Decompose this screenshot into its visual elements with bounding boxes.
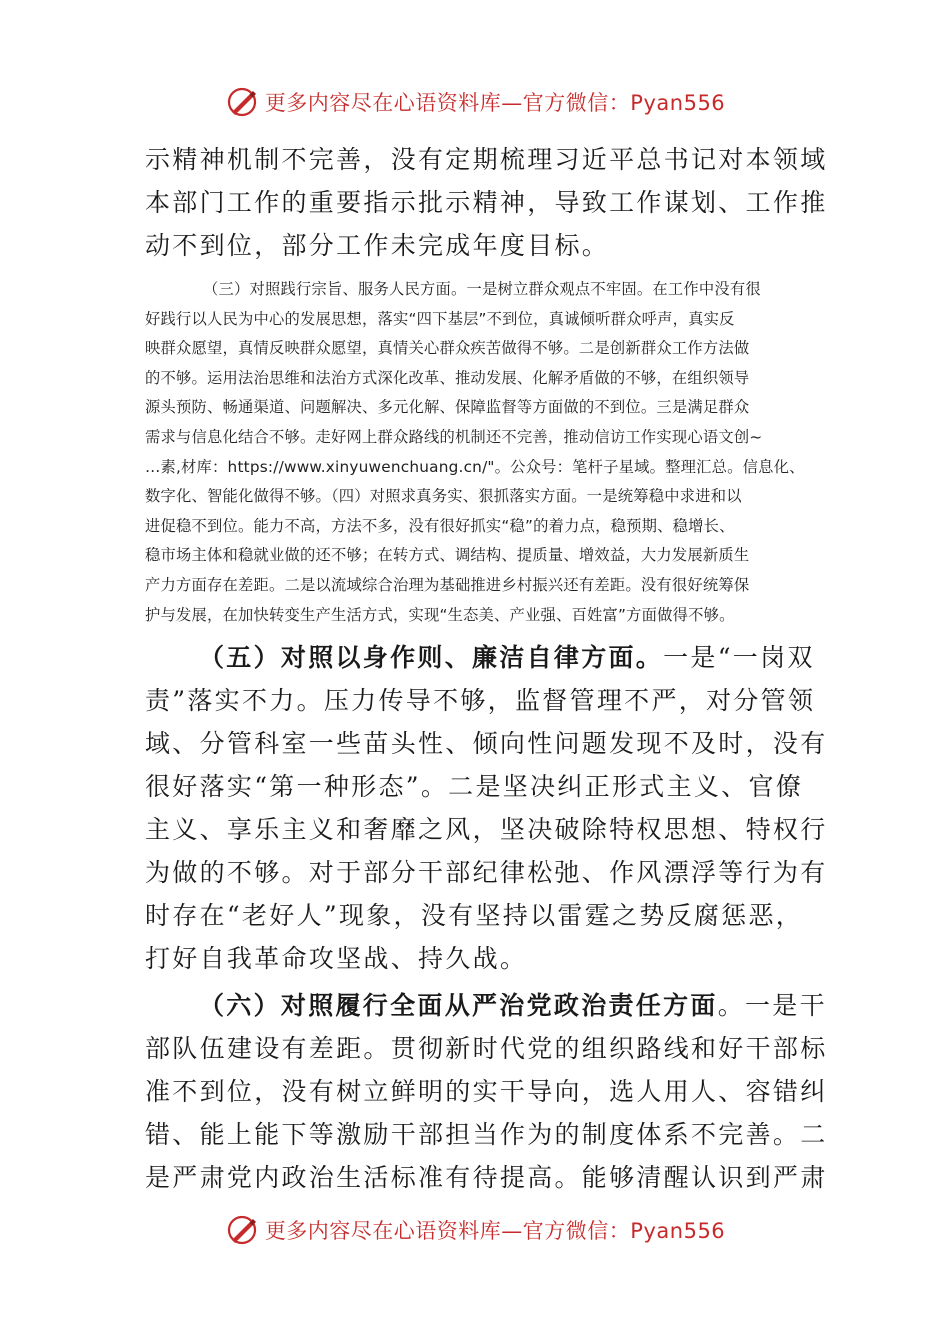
banner-text: 更多内容尽在心语资料库—官方微信：Pyan556: [264, 1219, 726, 1243]
text-line: 为做的不够。对于部分干部纪律松弛、作风漂浮等行为有: [145, 858, 828, 888]
paragraph-six: [145, 984, 828, 1199]
text-line: 责”落实不力。压力传导不够，监督管理不严，对分管领: [145, 686, 816, 716]
text-line: 主义、享乐主义和奢靡之风，坚决破除特权思想、特权行: [145, 815, 828, 845]
document-body: [145, 138, 828, 1199]
text-line: 映群众愿望，真情反映群众愿望，真情关心群众疾苦做得不够。二是创新群众工作方法做: [145, 339, 750, 358]
text-line: 时存在“老好人”现象，没有坚持以雷霆之势反腐惩恶，: [145, 901, 804, 931]
paragraph-continued: [145, 138, 828, 267]
text-line: 好践行以人民为中心的发展思想，落实“四下基层”不到位，真诚倾听群众呼声，真实反: [145, 309, 735, 328]
text-line: （五）对照以身作则、廉洁自律方面。一是“一岗双: [199, 643, 815, 673]
text-line: 本部门工作的重要指示批示精神，导致工作谋划、工作推: [145, 188, 828, 217]
paragraph-small-print: [145, 275, 805, 630]
footer-banner: [0, 1210, 950, 1250]
text-line: 护与发展，在加快转变生产生活方式，实现“生态美、产业强、百姓富”方面做得不够。: [145, 605, 735, 624]
text-line: 需求与信息化结合不够。走好网上群众路线的机制还不完善，推动信访工作实现心语文创~: [145, 427, 763, 446]
section-heading-five: （五）对照以身作则、廉洁自律方面。: [199, 643, 664, 673]
text-line: 示精神机制不完善，没有定期梳理习近平总书记对本领域: [145, 145, 828, 174]
text-line: 域、分管科室一些苗头性、倾向性问题发现不及时，没有: [145, 729, 828, 759]
text-line: 很好落实“第一种形态”。二是坚决纠正形式主义、官僚: [145, 772, 804, 802]
text-line: 数字化、智能化做得不够。（四）对照求真务实、狠抓落实方面。一是统筹稳中求进和以: [145, 487, 742, 506]
text-line: 产力方面存在差距。二是以流域综合治理为基础推进乡村振兴还有差距。没有很好统筹保: [145, 575, 750, 594]
text-line: 的不够。运用法治思维和法治方式深化改革、推动发展、化解矛盾做的不够，在组织领导: [145, 368, 750, 387]
text-line: 是严肃党内政治生活标准有待提高。能够清醒认识到严肃: [145, 1163, 828, 1193]
text-line: 进促稳不到位。能力不高，方法不多，没有很好抓实“稳”的着力点，稳预期、稳增长、: [145, 516, 735, 535]
text-line: …素,材库：https://www.xinyuwenchuang.cn/"。公众号：笔杆子星域。整理汇总。信息化、: [145, 457, 805, 476]
text-line: （三）对照践行宗旨、服务人民方面。一是树立群众观点不牢固。在工作中没有很: [203, 280, 761, 298]
banner-text: 更多内容尽在心语资料库—官方微信：Pyan556: [264, 91, 726, 115]
text-line: （六）对照履行全面从严治党政治责任方面。一是干: [199, 991, 827, 1021]
text-line: 源头预防、畅通渠道、问题解决、多元化解、保障监督等方面做的不到位。三是满足群众: [145, 398, 750, 417]
text-line: 准不到位，没有树立鲜明的实干导向，选人用人、容错纠: [145, 1077, 828, 1107]
text-line: 错、能上能下等激励干部担当作为的制度体系不完善。二: [145, 1120, 828, 1150]
text-line: 稳市场主体和稳就业做的还不够；在转方式、调结构、提质量、增效益，大力发展新质生: [145, 546, 750, 565]
text-line: 打好自我革命攻坚战、持久战。: [145, 944, 528, 974]
header-banner: [0, 82, 950, 122]
pen-logo-icon: [225, 1213, 259, 1247]
section-heading-six: （六）对照履行全面从严治党政治责任方面: [199, 991, 718, 1021]
paragraph-five: [145, 636, 828, 980]
text-line: 部队伍建设有差距。贯彻新时代党的组织路线和好干部标: [145, 1034, 828, 1064]
text-line: 动不到位，部分工作未完成年度目标。: [145, 231, 610, 260]
pen-logo-icon: [225, 85, 259, 119]
